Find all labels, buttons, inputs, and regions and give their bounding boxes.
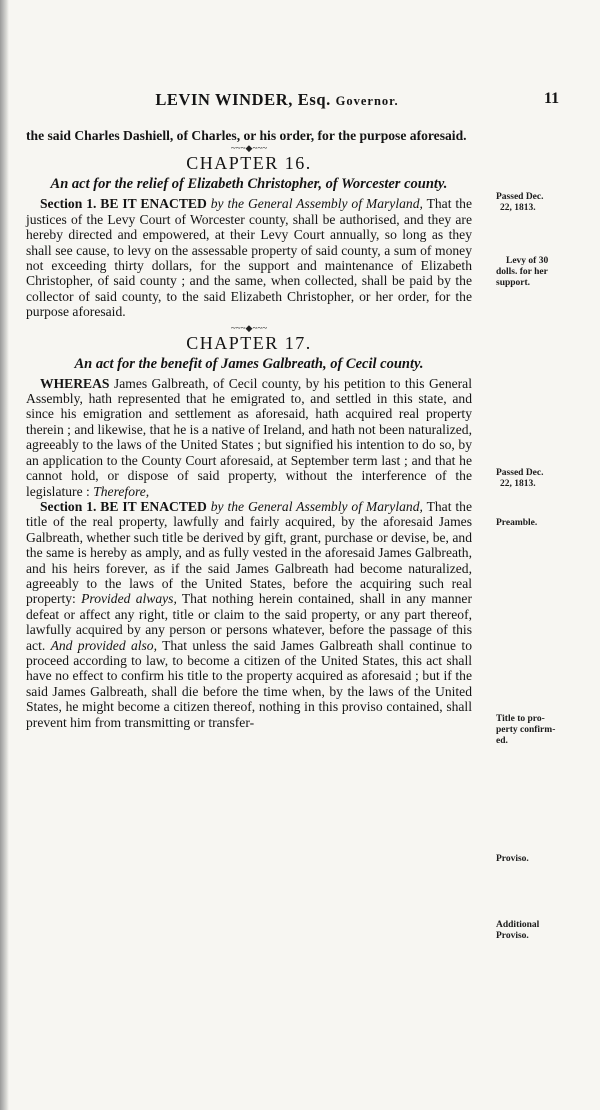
margin-note-additional-proviso bbox=[496, 920, 584, 942]
body-text bbox=[26, 128, 472, 730]
section-enacting-clause: by the General Assembly of Maryland, bbox=[210, 498, 423, 514]
chapter-17-heading: CHAPTER 17. bbox=[186, 332, 312, 353]
margin-note-line: Proviso. bbox=[496, 931, 529, 941]
preamble-lead: WHEREAS bbox=[40, 375, 110, 391]
margin-note-line: ed. bbox=[496, 736, 508, 746]
ornament-divider-2: ~~~◆~~~ bbox=[230, 322, 268, 333]
book-page bbox=[20, 82, 592, 1102]
margin-note-passed-16 bbox=[496, 192, 584, 214]
margin-note-line: Additional bbox=[496, 920, 540, 930]
chapter-16-heading: CHAPTER 16. bbox=[186, 153, 312, 174]
margin-note-line: Proviso. bbox=[496, 854, 529, 864]
margin-note-line: 22, 1813. bbox=[500, 203, 536, 213]
page-number: 11 bbox=[544, 90, 560, 107]
running-head-name: LEVIN WINDER, bbox=[155, 90, 294, 109]
running-head-office: Governor. bbox=[335, 94, 399, 108]
running-head bbox=[92, 90, 462, 110]
section-enacting-clause: by the General Assembly of Maryland, bbox=[210, 196, 423, 212]
preamble-text: James Galbreath, of Cecil county, by his petition to this General Assembly, hath represented that he emigrated to, and settled in this state, and since his emigration and settlement as aforesaid, hath acquired real property therein ; and likewise, that he is a native of Ireland, and hath not been naturalized, agreeably to the laws of the United States ; but signified his intention to do so, by an application to the County Court aforesaid, at September term last ; and that he cannot hold, or dispose of said property, without the interference of the legislature : bbox=[26, 375, 472, 499]
chapter-16-title: An act for the relief of Elizabeth Christopher, of Worcester county. bbox=[50, 176, 448, 193]
margin-note-passed-17 bbox=[496, 468, 584, 490]
margin-note-title-confirmed bbox=[496, 714, 584, 747]
proviso-text: That nothing herein contained, shall in any manner defeat or affect any right, title or claim to the said property, or any part thereof, lawfully acquired by any person or persons whatever, before the passage of this act. bbox=[26, 591, 472, 653]
intro-paragraph: the said Charles Dashiell, of Charles, or his order, for the purpose aforesaid. bbox=[26, 128, 467, 143]
additional-proviso-clause: And provided also, bbox=[50, 637, 158, 653]
margin-note-line: 22, 1813. bbox=[500, 479, 536, 489]
section-label: Section 1. BE IT ENACTED bbox=[40, 196, 207, 212]
preamble-therefore: Therefore, bbox=[93, 483, 150, 499]
margin-note-line: Preamble. bbox=[496, 518, 538, 528]
margin-note-line: perty confirm- bbox=[496, 725, 556, 735]
chapter-17-section-1 bbox=[26, 499, 472, 730]
running-head-abbr: Esq. bbox=[297, 90, 331, 109]
margin-note-preamble bbox=[496, 518, 584, 529]
proviso-clause: Provided always, bbox=[81, 591, 177, 607]
section-label: Section 1. BE IT ENACTED bbox=[40, 498, 207, 514]
margin-note-line: Levy of 30 bbox=[506, 256, 549, 266]
margin-note-proviso bbox=[496, 854, 584, 865]
margin-note-line: support. bbox=[496, 278, 531, 288]
margin-note-line: Title to pro- bbox=[496, 714, 545, 724]
margin-note-levy bbox=[496, 256, 584, 289]
chapter-17-title: An act for the benefit of James Galbreath, of Cecil county. bbox=[74, 355, 424, 372]
chapter-17-preamble bbox=[26, 376, 472, 499]
margin-note-line: Passed Dec. bbox=[496, 468, 544, 478]
section-text: That the justices of the Levy Court of Worcester county, shall be authorised, and they are hereby directed and empowered, at their Levy Court annually, so long as they shall see cause, to levy on the assessable property of said county, a sum of money not exceeding thirty dollars, for the support and maintenance of Elizabeth Christopher, of said county ; and the same, when collected, shall be paid by the collector of said county, to the said Elizabeth Christopher, or her order, for the purpose aforesaid. bbox=[26, 196, 472, 320]
margin-note-line: dolls. for her bbox=[496, 267, 548, 277]
additional-proviso-text: That unless the said James Galbreath shall continue to proceed according to law, to become a citizen of the United States, this act shall have no effect to confirm his title to the property acquired as aforesaid ; but if the said James Galbreath, shall die before the time when, by the laws of the United States, he might become a citizen thereof, nothing in this proviso contained, shall prevent him from transmitting or transfer- bbox=[26, 637, 472, 730]
margin-note-line: Passed Dec. bbox=[496, 192, 544, 202]
chapter-16-section-1 bbox=[26, 196, 472, 319]
ornament-divider-1: ~~~◆~~~ bbox=[230, 143, 268, 154]
section-text: That the title of the real property, lawfully and fairly acquired, by the aforesaid James Galbreath, whether such title be derived by gift, grant, purchase or devise, be, and the same is hereby as amply, and as fully vested in the aforesaid James Galbreath, and his heirs forever, as if the said James Galbreath had become naturalized, agreeably to the laws of the United States, before the acquiring such real property: bbox=[26, 498, 472, 607]
page-binding-shadow bbox=[0, 0, 9, 1110]
